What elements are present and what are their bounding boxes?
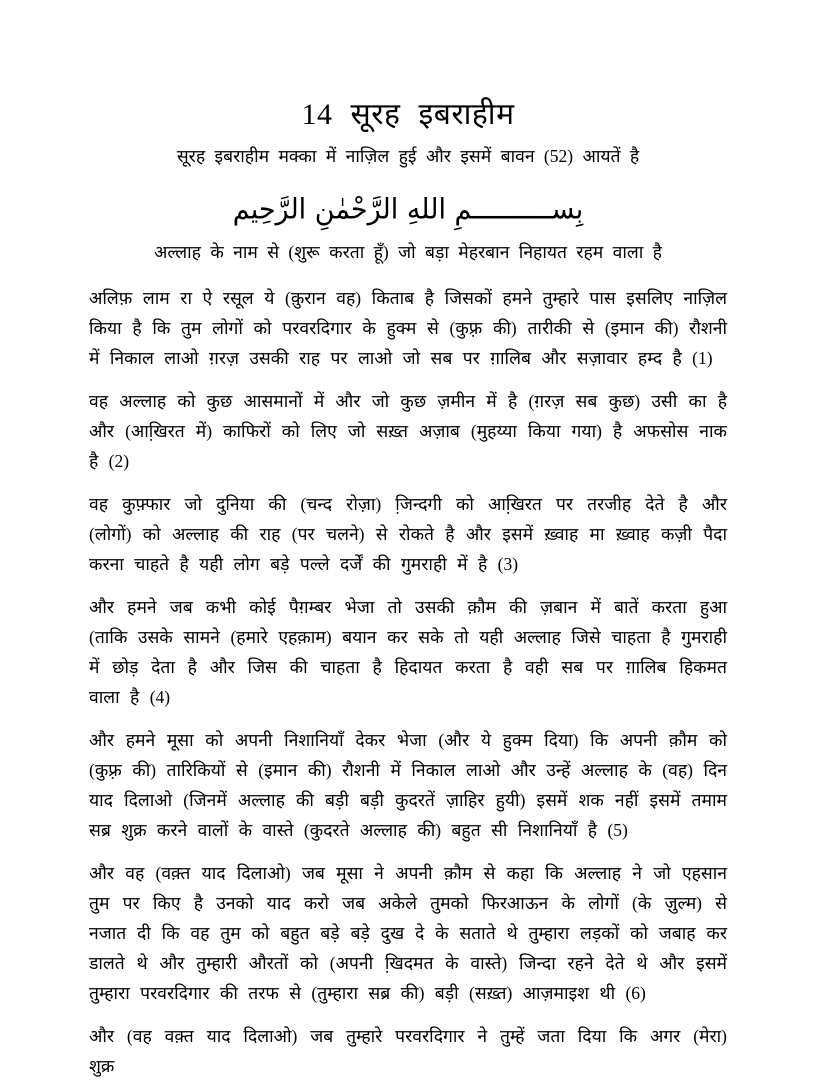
bismillah-translation: अल्लाह के नाम से (शुरू करता हूँ) जो बड़ा मेहरबान निहायत रहम वाला है <box>154 242 662 262</box>
bismillah-section <box>89 187 727 233</box>
ayah-paragraph-3: वह कुफ़्फार जो दुनिया की (चन्द रोज़ा) जि़न्दगी को आखि़रत पर तरजीह देते है और (लोगों) को अल्लाह की राह (पर चलने) से रोकते है और इसमें ख़्वाह मा ख़्वाह कज़ी पैदा करना चाहते है यही लोग बड़े पल्ले दर्जें की गुमराही में है (3) <box>89 494 727 574</box>
surah-body <box>89 283 727 1081</box>
ayah-paragraph-6: और वह (वक़्त याद दिलाओ) जब मूसा ने अपनी क़ौम से कहा कि अल्लाह ने जो एहसान तुम पर किए है उनको याद करो जब अकेले तुमको फिरआऊन के लोगों (के जु़ल्म) से नजात दी कि वह तुम को बहुत बड़े बड़े दुख दे के सताते थे तुम्हारा लड़कों को जबाह कर डालते थे और तुम्हारी औरतों को (अपनी खि़दमत के वास्ते) जिन्दा रहने देते थे और इसमें तुम्हारा परवरदिगार की तरफ से (तुम्हारा सब्र की) बड़ी (सख़्त) आज़माइश थी (6) <box>89 863 727 1003</box>
ayah-paragraph-7: और (वह वक़्त याद दिलाओ) जब तुम्हारे परवरदिगार ने तुम्हें जता दिया कि अगर (मेरा) शुक्र <box>89 1026 727 1076</box>
ayah-paragraph-4: और हमने जब कभी कोई पैग़म्बर भेजा तो उसकी क़ौम की ज़बान में बातें करता हुआ (ताकि उसके सामने (हमारे एहक़ाम) बयान कर सके तो यही अल्लाह जिसे चाहता है गुमराही में छोड़ देता है और जिस की चाहता है हिदायत करता है वही सब पर ग़ालिब हिकमत वाला है (4) <box>89 597 727 707</box>
ayah-paragraph-5: और हमने मूसा को अपनी निशानियाँ देकर भेजा (और ये हुक्म दिया) कि अपनी क़ौम को (कुफ़्र की) तारिकियों से (इमान की) रौशनी में निकाल लाओ और उन्हें अल्लाह के (वह) दिन याद दिलाओ (जिनमें अल्लाह की बड़ी बड़ी कुदरतें ज़ाहिर हुयी) इसमें शक नहीं इसमें तमाम सब्र शुक्र करने वालों के वास्ते (कुदरते अल्लाह की) बहुत सी निशानियाँ है (5) <box>89 730 727 840</box>
page-subtitle: सूरह इबराहीम मक्का में नाज़िल हुई और इसमें बावन (52) आयतें है <box>176 146 640 166</box>
ayah-paragraph-2: वह अल्लाह को कुछ आसमानों में और जो कुछ ज़मीन में है (ग़रज़ सब कुछ) उसी का है और (आखि़रत में) काफिरों को लिए जो सख़्त अज़ाब (मुहय्या किया गया) है अफसोस नाक है (2) <box>89 391 727 471</box>
page-title: 14 सूरह इबराहीम <box>301 98 515 131</box>
ayah-paragraph-1: अलिफ़ लाम रा ऐ रसूल ये (क़ुरान वह) किताब है जिसकों हमने तुम्हारे पास इसलिए नाज़िल किया है कि तुम लोगों को परवरदिगार के हुक्म से (कुफ़्र की) तारीकी से (इमान की) रौशनी में निकाल लाओ ग़रज़ उसकी राह पर लाओ जो सब पर ग़ालिब और सज़ावार हम्द है (1) <box>89 288 727 368</box>
bismillah-calligraphy-icon: بِســــــــــمِ اللهِ الرَّحْمٰنِ الرَّحِيم <box>232 193 584 226</box>
